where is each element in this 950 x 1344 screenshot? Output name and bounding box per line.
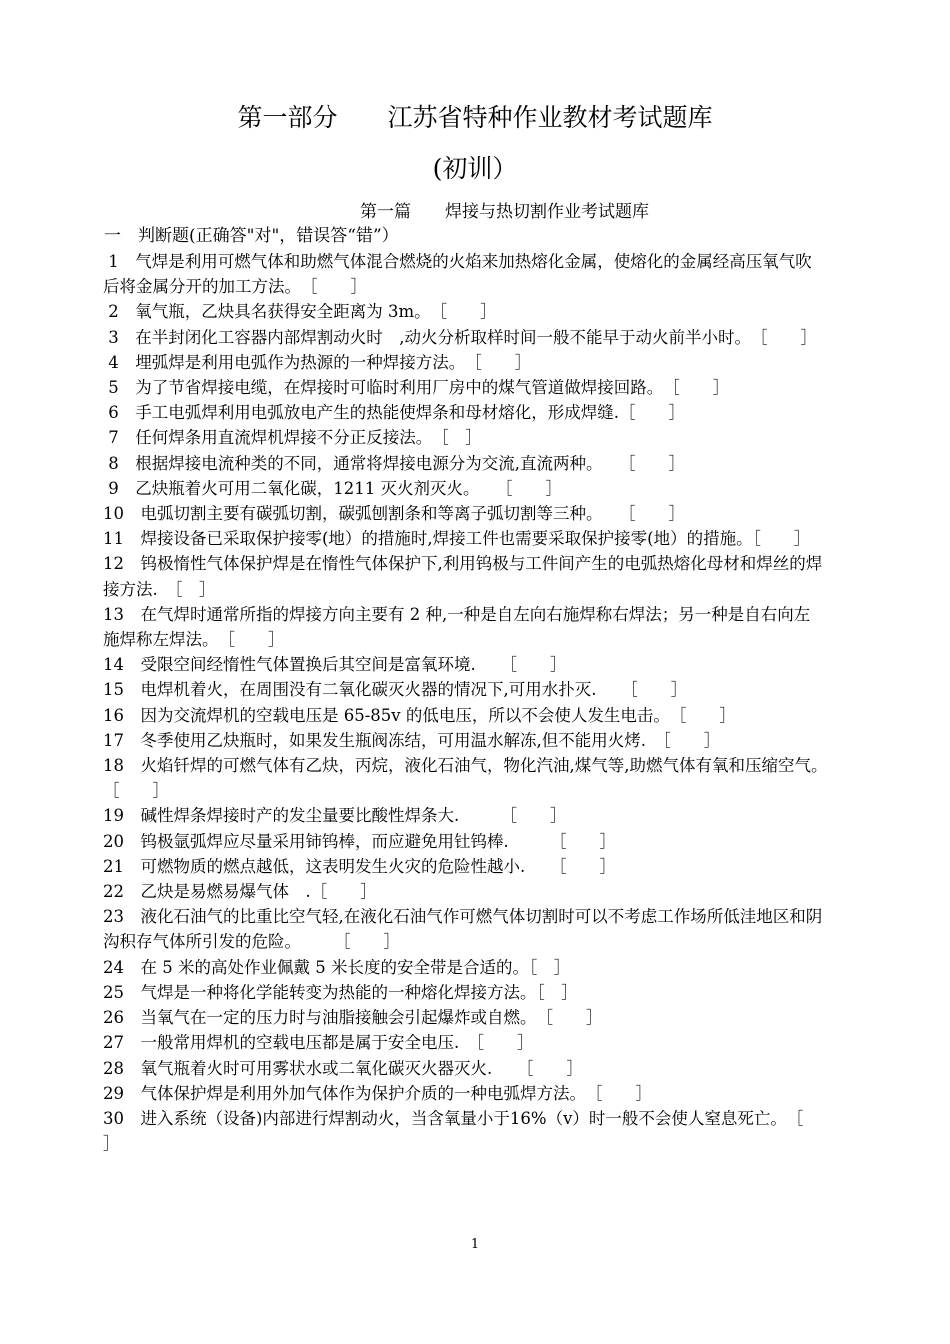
- question-item: 17 冬季使用乙炔瓶时，如果发生瓶阀冻结，可用温水解冻,但不能用火烤. ［ ］: [103, 730, 721, 750]
- question-item: 25 气焊是一种将化学能转变为热能的一种熔化焊接方法。［ ］: [103, 982, 578, 1002]
- question-item: 20 钨极氩弧焊应尽量采用铈钨棒，而应避免用钍钨棒. ［ ］: [103, 831, 616, 851]
- question-item: 28 氧气瓶着火时可用雾状水或二氧化碳灭火器灭火. ［ ］: [103, 1058, 583, 1078]
- question-item: 18 火焰钎焊的可燃气体有乙炔，丙烷，液化石油气，物化汽油,煤气等,助燃气体有氧和压缩空气。 ［ ］: [103, 756, 853, 801]
- question-item: 30 进入系统（设备)内部进行焊割动火，当含氧量小于16%（v）时一般不会使人窒息死亡。 ［ ］: [103, 1108, 837, 1154]
- question-item: 9 乙炔瓶着火可用二氧化碳，1211 灭火剂灭火。 ［ ］: [103, 478, 562, 498]
- question-item: 6 手工电弧焊利用电弧放电产生的热能使焊条和母材熔化，形成焊缝.［ ］: [103, 403, 685, 423]
- page-subtitle: (初训）: [432, 154, 518, 183]
- question-item: 24 在 5 米的高处作业佩戴 5 米长度的安全带是合适的。［ ］: [103, 957, 571, 977]
- question-item: 7 任何焊条用直流焊机焊接不分正反接法。 ［ ］: [103, 428, 482, 448]
- question-item: 19 碱性焊条焊接时产的发尘量要比酸性焊条大. ［ ］: [103, 806, 567, 826]
- question-item: 27 一般常用焊机的空载电压都是属于安全电压. ［ ］: [103, 1033, 534, 1053]
- page-number: 1: [470, 1237, 480, 1252]
- question-item: 14 受限空间经惰性气体置换后其空间是富氧环境. ［ ］: [103, 655, 567, 675]
- question-item: 15 电焊机着火，在周围没有二氧化碳灭火器的情况下,可用水扑灭. ［ ］: [103, 680, 688, 700]
- page-title: 第一部分 江苏省特种作业教材考试题库: [237, 103, 713, 132]
- question-item: 2 氧气瓶，乙炔具名获得安全距离为 3m。 ［ ］: [103, 302, 497, 322]
- chapter-heading: 第一篇 焊接与热切割作业考试题库: [360, 202, 649, 222]
- question-item: 10 电弧切割主要有碳弧切割，碳弧刨割条和等离子弧切割等三种。 ［ ］: [103, 504, 685, 524]
- question-list: [103, 249, 853, 1156]
- question-item: 13 在气焊时通常所指的焊接方向主要有 2 种,一种是自左向右施焊称右焊法；另一种是自右向左施焊称左焊法。 ［ ］: [103, 604, 811, 650]
- question-item: 1 气焊是利用可燃气体和助燃气体混合燃烧的火焰来加热熔化金属，使熔化的金属经高压氧气吹后将金属分开的加工方法。 ［ ］: [103, 252, 812, 297]
- question-item: 26 当氧气在一定的压力时与油脂接触会引起爆炸或自燃。 ［ ］: [103, 1008, 603, 1028]
- section-heading: 一 判断题(正确答"对"，错误答“错”）: [104, 226, 399, 246]
- question-item: 21 可燃物质的燃点越低，这表明发生火灾的危险性越小. ［ ］: [103, 856, 616, 876]
- question-item: 4 埋弧焊是利用电弧作为热源的一种焊接方法。 ［ ］: [103, 352, 532, 372]
- question-item: 5 为了节省焊接电缆，在焊接时可临时利用厂房中的煤气管道做焊接回路。 ［ ］: [103, 378, 730, 398]
- question-item: 11 焊接设备已采取保护接零(地）的措施时,焊接工件也需要采取保护接零(地）的措施。［ ］: [103, 529, 811, 549]
- question-item: 23 液化石油气的比重比空气轻,在液化石油气作可燃气体切割时可以不考虑工作场所低洼地区和阴沟积存气体所引发的危险。 ［ ］: [103, 907, 823, 952]
- question-item: 29 气体保护焊是利用外加气体作为保护介质的一种电弧焊方法。 ［ ］: [103, 1083, 652, 1103]
- question-item: 16 因为交流焊机的空载电压是 65-85v 的低电压，所以不会使人发生电击。 ［ ］: [103, 705, 736, 725]
- question-item: 22 乙炔是易燃易爆气体 .［ ］: [103, 882, 377, 902]
- question-item: 8 根据焊接电流种类的不同，通常将焊接电源分为交流,直流两种。 ［ ］: [103, 453, 685, 473]
- question-item: 3 在半封闭化工容器内部焊割动火时 ,动火分析取样时间一般不能早于动火前半小时。 ［ ］: [103, 327, 817, 347]
- question-item: 12 钨极惰性气体保护焊是在惰性气体保护下,利用钨极与工件间产生的电弧热熔化母材和焊丝的焊接方法. ［ ］: [103, 554, 823, 599]
